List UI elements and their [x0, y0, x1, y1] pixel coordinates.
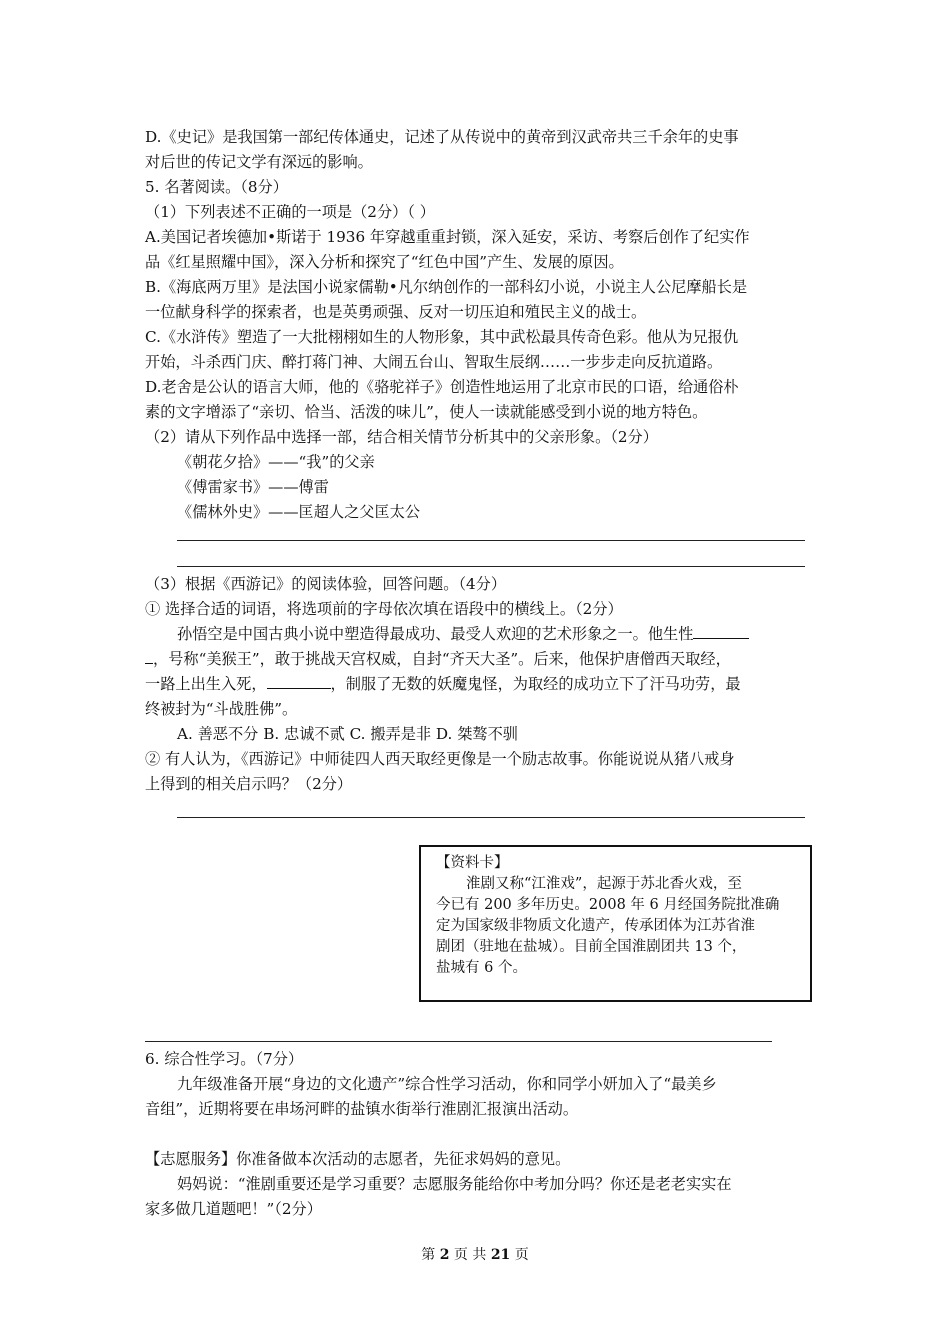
- work-choice-2: 《傅雷家书》——傅雷: [177, 478, 329, 496]
- fill-blank-2[interactable]: [267, 672, 331, 689]
- text-line: 开始，斗杀西门庆、醉打蒋门神、大闹五台山、智取生辰纲……一步步走向反抗道路。: [145, 353, 723, 371]
- text-line: D.《史记》是我国第一部纪传体通史，记述了从传说中的黄帝到汉武帝共三千余年的史事: [145, 128, 739, 146]
- text-line: 对后世的传记文学有深远的影响。: [145, 153, 373, 171]
- question-5-heading: 5. 名著阅读。（8分）: [145, 178, 288, 196]
- answer-line[interactable]: [145, 1041, 772, 1042]
- total-page-number: 21: [490, 1247, 511, 1263]
- option-a-line: A.美国记者埃德加•斯诺于 1936 年穿越重重封锁，深入延安，采访、考察后创作了纪实作: [145, 228, 750, 246]
- passage-line: 孙悟空是中国古典小说中塑造得最成功、最受人欢迎的艺术形象之一。他生性: [145, 622, 810, 647]
- text-line: 一位献身科学的探索者，也是英勇顽强、反对一切压迫和殖民主义的战士。: [145, 303, 647, 321]
- passage-line: 一路上出生入死， ，制服了无数的妖魔鬼怪，为取经的成功立下了汗马功劳，最: [145, 672, 810, 697]
- text-line: 品《红星照耀中国》，深入分析和探究了“红色中国”产生、发展的原因。: [145, 253, 624, 271]
- fill-blank-1[interactable]: [693, 622, 749, 639]
- text-line: 家多做几道题吧！”（2分）: [145, 1200, 322, 1218]
- subquestion-3-part-1: ① 选择合适的词语，将选项前的字母依次填在语段中的横线上。（2分）: [145, 600, 623, 618]
- info-card-line: 定为国家级非物质文化遗产，传承团体为江苏省淮: [436, 918, 755, 934]
- answer-line[interactable]: [177, 566, 805, 567]
- answer-line[interactable]: [177, 817, 805, 818]
- info-card: [419, 845, 812, 1002]
- option-c-line: C.《水浒传》塑造了一大批栩栩如生的人物形象，其中武松最具传奇色彩。他从为兄报仇: [145, 328, 739, 346]
- text-line: 素的文字增添了“亲切、恰当、活泼的味儿”，使人一读就能感受到小说的地方特色。: [145, 403, 708, 421]
- current-page-number: 2: [439, 1247, 450, 1263]
- word-options: A. 善恶不分 B. 忠诚不贰 C. 搬弄是非 D. 桀骜不驯: [177, 725, 518, 743]
- text-line: 九年级准备开展“身边的文化遗产”综合性学习活动，你和同学小妍加入了“最美乡: [177, 1075, 717, 1093]
- passage-line: 终被封为“斗战胜佛”。: [145, 700, 298, 718]
- option-d-line: D.老舍是公认的语言大师，他的《骆驼祥子》创造性地运用了北京市民的口语，给通俗朴: [145, 378, 739, 396]
- subquestion-2: （2）请从下列作品中选择一部，结合相关情节分析其中的父亲形象。（2分）: [145, 428, 658, 446]
- volunteer-section: 【志愿服务】你准备做本次活动的志愿者，先征求妈妈的意见。: [145, 1150, 571, 1168]
- passage-line: ，号称“美猴王”，敢于挑战天宫权威，自封“齐天大圣”。后来，他保护唐僧西天取经，: [145, 647, 810, 672]
- subquestion-3: （3）根据《西游记》的阅读体验，回答问题。（4分）: [145, 575, 507, 593]
- info-card-title: 【资料卡】: [436, 855, 509, 871]
- subquestion-3-part-2: ② 有人认为，《西游记》中师徒四人西天取经更像是一个励志故事。你能说说从猪八戒身: [145, 750, 735, 768]
- page-footer: 第 2 页 共 21 页: [421, 1247, 529, 1263]
- info-card-line: 今已有 200 多年历史。2008 年 6 月经国务院批准确: [436, 897, 780, 913]
- info-card-line: 淮剧又称“江淮戏”，起源于苏北香火戏，至: [466, 876, 742, 892]
- fill-blank-1-end[interactable]: [145, 647, 153, 664]
- text-line: 上得到的相关启示吗？（2分）: [145, 775, 353, 793]
- subquestion-1: （1）下列表述不正确的一项是（2分）（ ）: [145, 203, 435, 221]
- text-line: 妈妈说：“淮剧重要还是学习重要？志愿服务能给你中考加分吗？你还是老老实实在: [177, 1175, 732, 1193]
- answer-line[interactable]: [177, 540, 805, 541]
- work-choice-3: 《儒林外史》——匡超人之父匡太公: [177, 503, 420, 521]
- work-choice-1: 《朝花夕拾》——“我”的父亲: [177, 453, 375, 471]
- option-b-line: B.《海底两万里》是法国小说家儒勒•凡尔纳创作的一部科幻小说，小说主人公尼摩船长是: [145, 278, 748, 296]
- question-6-heading: 6. 综合性学习。（7分）: [145, 1050, 304, 1068]
- info-card-line: 盐城有 6 个。: [436, 960, 527, 976]
- info-card-line: 剧团（驻地在盐城）。目前全国淮剧团共 13 个，: [436, 939, 747, 955]
- text-line: 音组”，近期将要在串场河畔的盐镇水街举行淮剧汇报演出活动。: [145, 1100, 579, 1118]
